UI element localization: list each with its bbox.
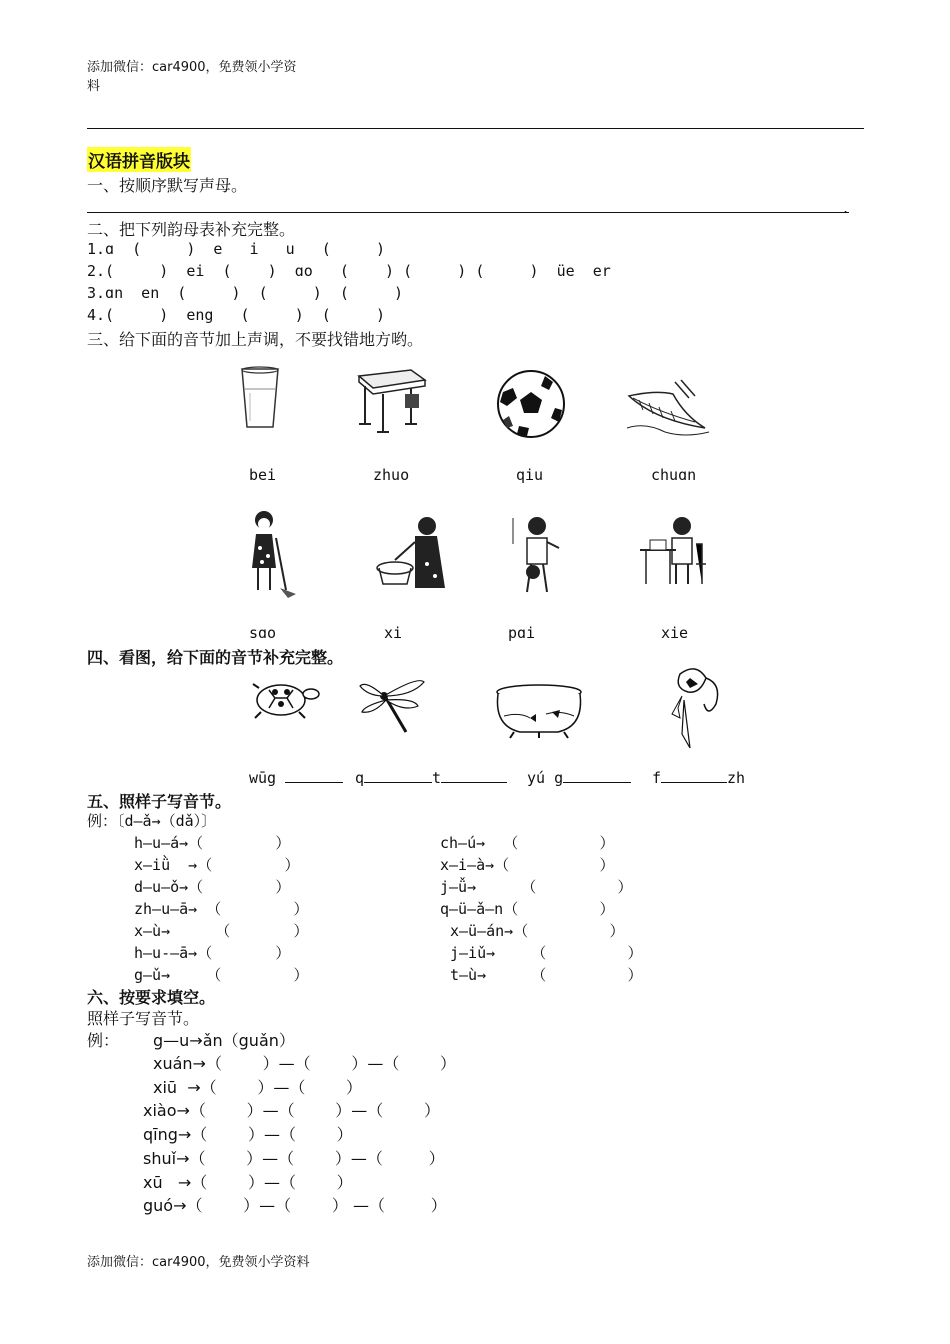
s5-right-5: x—ü—án→（ ） <box>450 922 625 940</box>
s6-row-4: qīng→（ ）—（ ） <box>143 1125 353 1144</box>
s1-title: 一、按顺序默写声母。 <box>87 176 248 195</box>
s3-title: 三、给下面的音节加上声调，不要找错地方哟。 <box>87 330 424 349</box>
s5-right-2: x—i—à→（ ） <box>440 856 615 874</box>
dragonfly-icon <box>356 676 428 738</box>
s5-left-6: h—u-–ā→（ ） <box>134 944 291 962</box>
header-rule <box>87 128 864 129</box>
girl-washing-icon <box>375 514 453 590</box>
s4-item-2: q <box>355 768 432 787</box>
boy-writing-icon <box>636 514 712 590</box>
s5-left-3: d—u—ǒ→（ ） <box>134 878 291 896</box>
s4-item-3: t <box>432 768 507 787</box>
s6-row-3: xiào→（ ）—（ ）—（ ） <box>143 1101 440 1120</box>
soccer-ball-icon <box>495 368 567 440</box>
s5-right-3: j—ǚ→ （ ） <box>440 878 633 896</box>
s2-row-1: 1.ɑ ( ) e i u ( ) <box>87 240 386 258</box>
s1-answer-line <box>87 212 849 213</box>
s3-word-3: qiu <box>516 466 544 484</box>
s5-right-4: q—ü—ǎ—n（ ） <box>440 900 615 918</box>
s1-end-dot: . <box>843 198 849 217</box>
s5-left-1: h—u—á→（ ） <box>134 834 291 852</box>
boat-icon <box>625 376 711 440</box>
kite-icon <box>660 664 730 750</box>
s5-right-6: j—iǔ→ （ ） <box>450 944 643 962</box>
girl-sweeping-icon <box>240 508 298 598</box>
s6-row-6: xū →（ ）—（ ） <box>143 1173 353 1192</box>
s2-title: 二、把下列韵母表补充完整。 <box>87 220 296 239</box>
section-title: 汉语拼音版块 <box>87 147 191 172</box>
s6-title: 六、按要求填空。 <box>87 988 216 1007</box>
s3-word-7: pɑi <box>508 624 536 642</box>
s4-title: 四、看图，给下面的音节补充完整。 <box>87 648 344 667</box>
s3-word-4: chuɑn <box>651 466 697 484</box>
s5-left-5: x—ù→ （ ） <box>134 922 309 940</box>
s6-example-label: 例： <box>87 1031 120 1050</box>
s6-row-7: guó→（ ）—（ ） —（ ） <box>143 1196 447 1215</box>
footer-text: 添加微信：car4900，免费领小学资料 <box>87 1255 310 1270</box>
s5-title: 五、照样子写音节。 <box>87 792 232 811</box>
s3-word-6: xi <box>384 624 403 642</box>
s3-word-1: bei <box>249 466 277 484</box>
s5-left-2: x—iǜ →（ ） <box>134 856 300 874</box>
s5-left-7: g—ǔ→ （ ） <box>134 966 309 984</box>
header-line-2: 料 <box>87 79 101 94</box>
s6-subtitle: 照样子写音节。 <box>87 1009 200 1028</box>
s6-example: g—u→ǎn（guǎn） <box>153 1031 295 1050</box>
desk-icon <box>353 366 429 436</box>
s2-row-4: 4.( ) eng ( ) ( ) <box>87 306 386 324</box>
glass-icon <box>236 365 284 431</box>
fishbowl-icon <box>490 682 588 740</box>
s5-example: 例：〔d—ǎ→（dǎ）〕 <box>87 812 217 830</box>
s5-right-1: ch—ú→ （ ） <box>440 834 615 852</box>
turtle-icon <box>245 678 321 722</box>
s2-row-2: 2.( ) ei ( ) ɑo ( ) ( ) ( ) üe er <box>87 262 611 280</box>
s4-item-5: f zh <box>652 769 746 787</box>
boy-ball-icon <box>509 514 569 596</box>
s5-right-7: t—ù→ （ ） <box>450 966 643 984</box>
s2-row-3: 3.ɑn en ( ) ( ) ( ) <box>87 284 404 302</box>
s5-left-4: zh—u—ā→ （ ） <box>134 900 309 918</box>
s6-row-1: xuán→（ ）—（ ）—（ ） <box>153 1054 457 1073</box>
s4-item-1: wūg <box>249 768 343 787</box>
s6-row-5: shuǐ→（ ）—（ ）—（ ） <box>143 1149 445 1168</box>
s6-row-2: xiū →（ ）—（ ） <box>153 1078 363 1097</box>
s3-word-8: xie <box>661 624 689 642</box>
s3-word-2: zhuo <box>373 466 410 484</box>
s4-item-4: yú g <box>527 768 631 787</box>
s3-word-5: sɑo <box>249 624 277 642</box>
header-line-1: 添加微信：car4900，免费领小学资 <box>87 60 297 75</box>
